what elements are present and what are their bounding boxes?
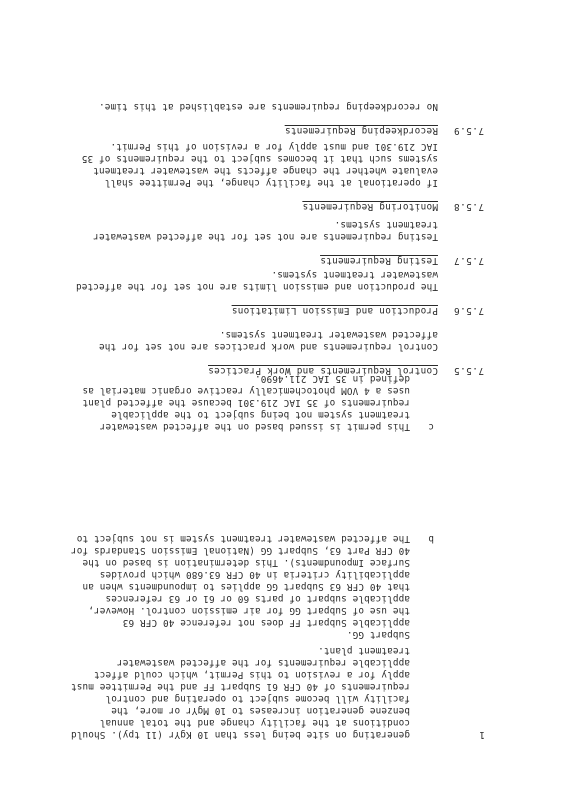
text-line: facility will become subject to operating and control — [105, 693, 410, 704]
text-line: If operational at the facility change, the Permittee shall — [104, 177, 438, 188]
text-line: Subpart GG. — [346, 629, 410, 640]
section-number: 7.5.9 — [453, 125, 484, 136]
text-line: Testing requirements are not set for the affected wastewater — [93, 231, 438, 242]
text-line: The production and emission limits are not set for the affected — [75, 281, 438, 292]
text-line: applicable Subpart FF does not reference 40 CFR 63 — [122, 617, 410, 628]
text-line: applicable requirements for the affected wastewater — [116, 657, 410, 668]
section-number: 7.5.6 — [453, 305, 484, 316]
section-number: 7.5.5 — [453, 365, 484, 376]
text-line: applicable subpart of parts 60 or 61 or 63 references — [105, 593, 410, 604]
text-line: conditions at the facility change and the total annual — [99, 717, 410, 728]
text-line: that 40 CFR 63 Subpart GG applies to impoundments when an — [82, 581, 410, 592]
text-line: evaluate whether the change affects the wastewater treatment — [93, 165, 438, 176]
item-label: c — [428, 421, 434, 432]
section-heading: Monitoring Requirements — [302, 201, 438, 212]
text-line: IAC 219.301 and must apply for a revision of this Permit. — [110, 141, 438, 152]
item-label: 1 — [479, 729, 485, 740]
section-heading: Testing Requirements — [320, 255, 438, 266]
text-line: requirements of 35 IAC 219.301 because the affected plant — [82, 397, 410, 408]
text-line: apply for a revision to this Permit, which could affect — [93, 669, 410, 680]
section-heading: Production and Emission Limitations — [231, 305, 438, 316]
text-line: treatment systems. — [334, 219, 438, 230]
text-line: wastewater treatment systems. — [271, 269, 438, 280]
text-line: treatment system not being subject to the applicable — [111, 409, 410, 420]
text-line: affected wastewater treatment systems. — [219, 329, 438, 340]
text-line: systems such that it becomes subject to the requirements of 35 — [81, 153, 438, 164]
text-line: defined in 35 IAC 211.4690. — [254, 373, 410, 384]
item-label: b — [428, 533, 434, 544]
section-number: 7.5.8 — [453, 201, 484, 212]
text-line: generating on site being less than 10 KgYr (11 tpy). Should — [70, 729, 410, 740]
text-line: Surface Impoundments). This determination is based on the — [82, 557, 410, 568]
text-line: treatment plant. — [318, 645, 410, 656]
text-line: applicability criteria in 40 CFR 63.680 which provides — [99, 569, 410, 580]
text-line: Control requirements and work practices are not set for the — [98, 341, 438, 352]
text-line: No recordkeeping requirements are established at this time. — [98, 101, 438, 112]
section-number: 7.5.7 — [453, 255, 484, 266]
text-line: The affected wastewater treatment system is not subject to — [76, 533, 410, 544]
text-line: requirements of 40 CFR 61 Subpart FF and the Permittee must — [70, 681, 410, 692]
text-line: the use of Subpart GG for air emission control. However, — [88, 605, 410, 616]
text-line: This permit is issued based on the affected wastewater — [99, 421, 410, 432]
text-line: uses a 4 VOM photochemically reactive organic material as — [82, 385, 410, 396]
section-heading: Control Requirements and Work Practices — [208, 365, 438, 376]
text-line: 40 CFR Part 63, Subpart GG (National Emission Standards for — [70, 545, 410, 556]
section-heading: Recordkeeping Requirements — [284, 125, 438, 136]
text-line: benzene generation increases to 10 MgYr or more, the — [111, 705, 410, 716]
